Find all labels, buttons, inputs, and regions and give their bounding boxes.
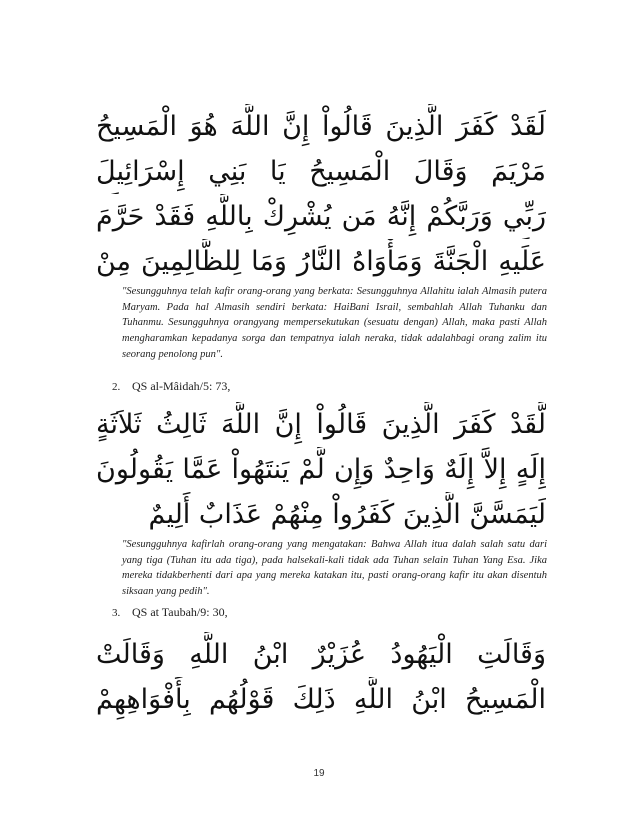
- arabic-verse-line: عَلَيهِ الْجَنَّةَ وَمَأْوَاهُ النَّارُ وَمَا لِلظَّالِمِينَ مِنْ: [96, 246, 546, 277]
- reference-item-2: [112, 379, 230, 394]
- page-number: 19: [313, 768, 325, 779]
- arabic-verse-block-1: [96, 104, 546, 284]
- reference-item-3: [112, 605, 228, 620]
- arabic-verse-line: وَقَالَتِ الْيَهُودُ عُزَيْرٌ ابْنُ اللَّهِ وَقَالَتْ: [96, 639, 546, 670]
- arabic-verse-line: رَبِّي وَرَبَّكُمْ إِنَّهُ مَن يُشْرِكْ بِاللَّهِ فَقَدْ حَرَّمَ: [96, 201, 546, 232]
- reference-citation: QS al-Mâidah/5: 73,: [132, 379, 231, 393]
- translation-paragraph-2: "Sesungguhnya kafirlah orang-orang yang mengatakan: Bahwa Allah itua dalah salah satu dari yang tiga (Tuhan itu ada tiga), pada halsekali-kali tidak ada Tuhan selain Tuhan Yang Esa. Jika mereka tidakberhenti dari apa yang mereka katakan itu, pasti orang-orang kafir itu akan disentuh siksaan yang pedih".: [122, 539, 547, 598]
- arabic-verse-line: لَّقَدْ كَفَرَ الَّذِينَ قَالُواْ إِنَّ اللَّهَ ثَالِثُ ثَلاَثَةٍ: [96, 409, 546, 440]
- arabic-verse-line: الْمَسِيحُ ابْنُ اللَّهِ ذَلِكَ قَوْلُهُم بِأَفْوَاهِهِمْ: [96, 684, 546, 715]
- arabic-verse-line: مَرْيَمَ وَقَالَ الْمَسِيحُ يَا بَنِي إِسْرَائِيلَ: [96, 156, 546, 187]
- arabic-verse-block-2: [96, 402, 546, 537]
- translation-paragraph-1: "Sesungguhnya telah kafir orang-orang yang berkata: Sesungguhnya Allahitu ialah Almasih putera Maryam. Pada hal Almasih sendiri berkata: HaiBani Israil, sembahlah Allah Tuhanku dan Tuhanmu. Sesungguhnya orangyang mempersekutukan (sesuatu dengan) Allah, maka pasti Allah mengharamkan kepadanya sorga dan tempatnya ialah neraka, tidak adalahbagi orang zalim itu seorang penolong pun".: [122, 286, 547, 360]
- arabic-verse-line: لَقَدْ كَفَرَ الَّذِينَ قَالُواْ إِنَّ اللَّهَ هُوَ الْمَسِيحُ: [96, 111, 546, 142]
- reference-number: 2.: [112, 381, 121, 393]
- arabic-verse-block-3: [96, 632, 546, 722]
- reference-citation: QS at Taubah/9: 30,: [132, 605, 228, 619]
- arabic-verse-line: إِلَهٍ إِلاَّ إِلَهٌ وَاحِدٌ وَإِن لَّمْ يَنتَهُواْ عَمَّا يَقُولُونَ: [96, 454, 546, 485]
- reference-number: 3.: [112, 607, 121, 619]
- arabic-verse-line: لَيَمَسَّنَّ الَّذِينَ كَفَرُواْ مِنْهُمْ عَذَابٌ أَلِيمٌ: [148, 499, 546, 530]
